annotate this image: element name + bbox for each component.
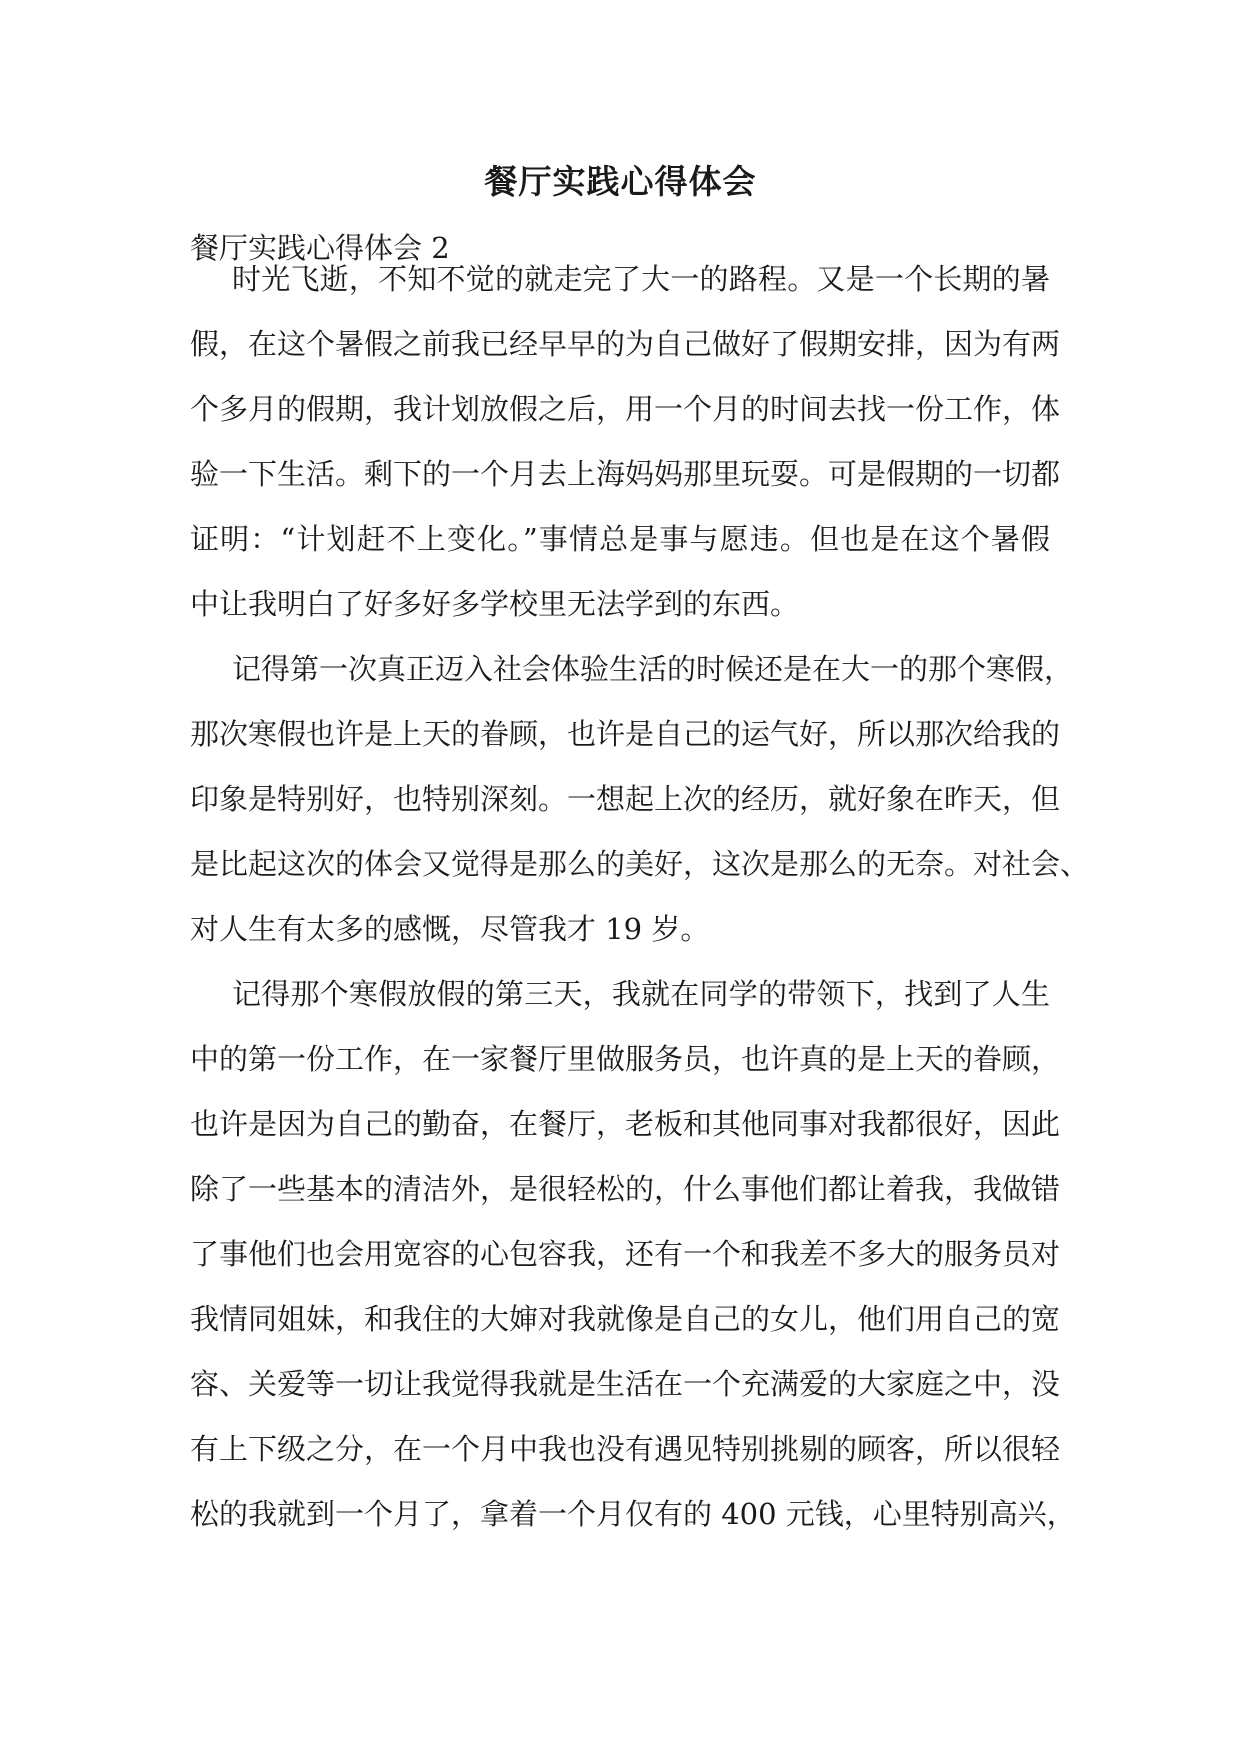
paragraph-line: 中的第一份工作，在一家餐厅里做服务员，也许真的是上天的眷顾， (190, 1042, 1061, 1076)
paragraph-line: 对人生有太多的感慨，尽管我才 19 岁。 (190, 912, 710, 946)
paragraph-line: 也许是因为自己的勤奋，在餐厅，老板和其他同事对我都很好，因此 (190, 1107, 1061, 1141)
paragraph-line: 记得那个寒假放假的第三天，我就在同学的带领下，找到了人生 (232, 977, 1050, 1011)
paragraph-line: 印象是特别好，也特别深刻。一想起上次的经历，就好象在昨天，但 (190, 782, 1061, 816)
paragraph-line: 验一下生活。剩下的一个月去上海妈妈那里玩耍。可是假期的一切都 (190, 457, 1061, 491)
paragraph-3 (190, 962, 1076, 1547)
document-subtitle: 餐厅实践心得体会 2 (190, 231, 450, 265)
paragraph-line: 容、关爱等一切让我觉得我就是生活在一个充满爱的大家庭之中，没 (190, 1367, 1061, 1401)
paragraph-line: 假，在这个暑假之前我已经早早的为自己做好了假期安排，因为有两 (190, 327, 1061, 361)
document-title: 餐厅实践心得体会 (484, 162, 757, 201)
paragraph-line: 除了一些基本的清洁外，是很轻松的，什么事他们都让着我，我做错 (190, 1172, 1061, 1206)
paragraph-line: 中让我明白了好多好多学校里无法学到的东西。 (190, 587, 800, 621)
paragraph-line: 证明：“计划赶不上变化。”事情总是事与愿违。但也是在这个暑假 (190, 522, 1050, 556)
paragraph-line: 那次寒假也许是上天的眷顾，也许是自己的运气好，所以那次给我的 (190, 717, 1061, 751)
paragraph-line: 有上下级之分，在一个月中我也没有遇见特别挑剔的顾客，所以很轻 (190, 1432, 1061, 1466)
paragraph-line: 我情同姐妹，和我住的大婶对我就像是自己的女儿，他们用自己的宽 (190, 1302, 1061, 1336)
paragraph-1 (190, 247, 1061, 637)
paragraph-line: 是比起这次的体会又觉得是那么的美好，这次是那么的无奈。对社会、 (190, 847, 1090, 881)
paragraph-line: 个多月的假期，我计划放假之后，用一个月的时间去找一份工作，体 (190, 392, 1061, 426)
paragraph-line: 时光飞逝，不知不觉的就走完了大一的路程。又是一个长期的暑 (232, 262, 1050, 296)
paragraph-line: 松的我就到一个月了，拿着一个月仅有的 400 元钱，心里特别高兴， (190, 1497, 1076, 1531)
paragraph-2 (190, 637, 1090, 962)
paragraph-line: 记得第一次真正迈入社会体验生活的时候还是在大一的那个寒假， (232, 652, 1074, 686)
paragraph-line: 了事他们也会用宽容的心包容我，还有一个和我差不多大的服务员对 (190, 1237, 1061, 1271)
